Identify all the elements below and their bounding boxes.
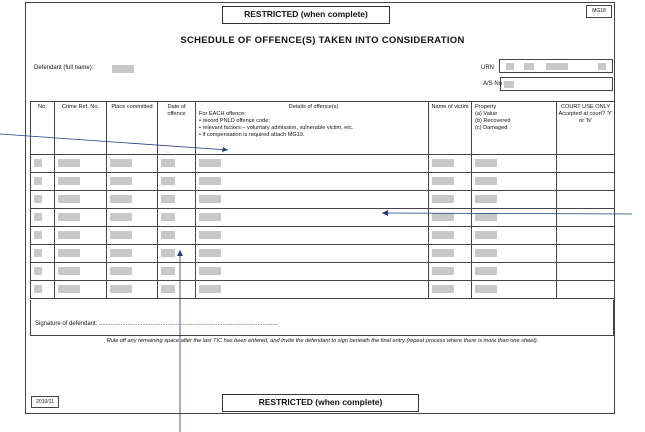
- arrow-left: [0, 134, 228, 150]
- details-heading: Details of offence(s): [288, 104, 339, 110]
- arrow-left-head: [222, 147, 228, 152]
- property-line: (b) Recovered: [475, 118, 511, 124]
- property-line: (c) Damaged: [475, 125, 508, 131]
- arrow-right: [382, 213, 632, 214]
- signature-line[interactable]: Signature of defendant: ...........................................................................................................: [35, 321, 278, 327]
- details-line: • relevant factors – voluntary admission, vulnerable victim, etc.: [199, 125, 354, 131]
- property-heading: Property: [475, 104, 497, 110]
- col-header-crime-ref: Crime Ref. No.: [55, 102, 107, 155]
- urn-label: URN: [481, 65, 494, 71]
- restricted-banner-bottom: RESTRICTED (when complete): [222, 394, 419, 412]
- form-title: SCHEDULE OF OFFENCE(S) TAKEN INTO CONSIDERATION: [180, 35, 465, 46]
- arrow-bottom-head: [177, 250, 183, 256]
- details-line: • record PNLD offence code;: [199, 118, 270, 124]
- property-line: (a) Value: [475, 111, 498, 117]
- court-use-sub: Accepted at court? 'Y' or 'N': [558, 111, 613, 124]
- court-use-heading: COURT USE ONLY: [560, 104, 611, 110]
- form-date-code: 2010/11: [31, 396, 59, 408]
- details-line: • if compensation is required attach MG19.: [199, 132, 305, 138]
- as-no-label: A/S No: [483, 81, 503, 87]
- col-header-victim: Name of victim: [429, 102, 472, 155]
- col-header-no: No.: [31, 102, 55, 155]
- col-header-date: Date of offence: [158, 102, 196, 155]
- form-number: MG18: [586, 5, 612, 18]
- restricted-banner-top: RESTRICTED (when complete): [222, 6, 390, 24]
- defendant-label: Defendant (full name):: [34, 65, 94, 71]
- instruction-note: Rule off any remaining space after the last TIC has been entered, and invite the defendant to sign beneath the final entry (repeat process where there is more than one sheet).: [106, 338, 539, 344]
- details-line: For EACH offence:: [199, 111, 246, 117]
- arrow-right-head: [382, 210, 388, 216]
- col-header-place: Place committed: [107, 102, 158, 155]
